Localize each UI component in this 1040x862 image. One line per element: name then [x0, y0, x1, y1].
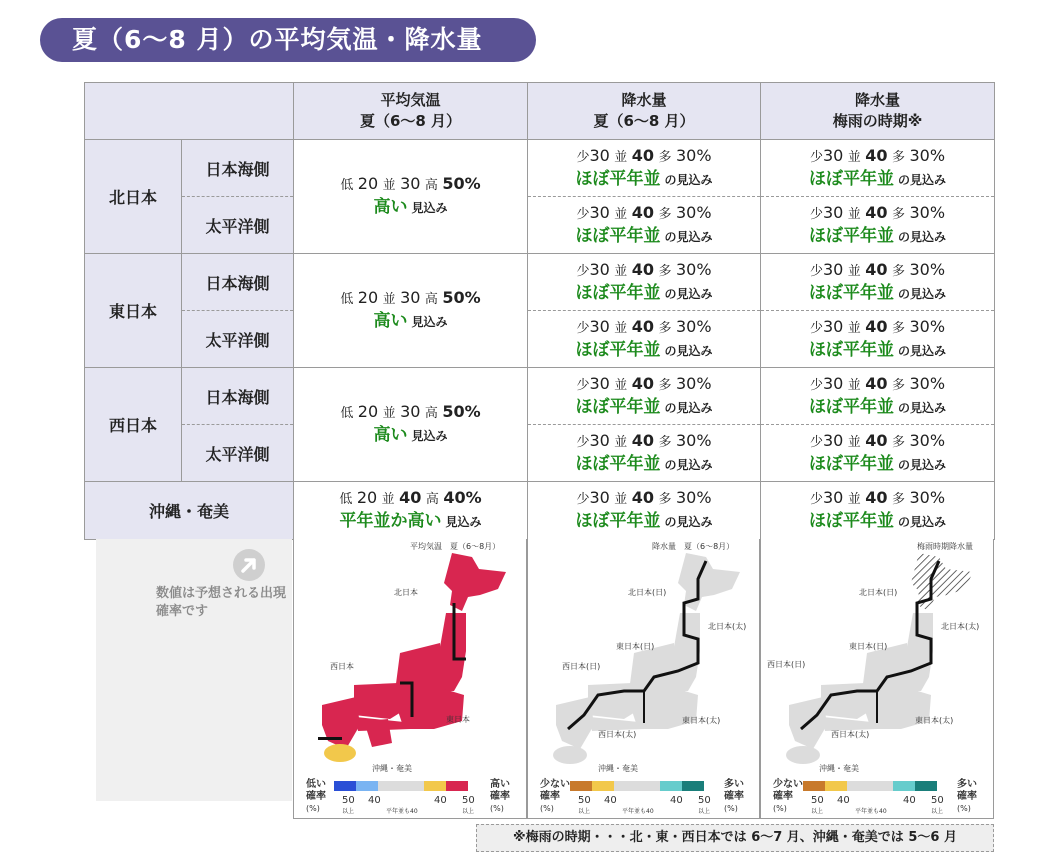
- svg-text:西日本(日): 西日本(日): [767, 660, 806, 669]
- rain-cell-east-japan-sea: 少30 並 40 多 30% ほぼ平年並 の見込み: [528, 254, 761, 311]
- rain-map-title: 降水量 夏（6〜8月）: [652, 542, 735, 551]
- svg-text:40: 40: [434, 795, 447, 806]
- subregion-pacific: 太平洋側: [182, 425, 294, 482]
- rainy-cell-west-pacific: 少30 並 40 多 30% ほぼ平年並 の見込み: [761, 425, 995, 482]
- rain-cell-north-pacific: 少30 並 40 多 30% ほぼ平年並 の見込み: [528, 197, 761, 254]
- rainy-cell-north-japan-sea: 少30 並 40 多 30% ほぼ平年並 の見込み: [761, 140, 995, 197]
- region-east: 東日本: [85, 254, 182, 368]
- svg-text:低い: 低い: [306, 779, 326, 790]
- svg-text:(%): (%): [490, 804, 504, 813]
- svg-text:確率: 確率: [540, 791, 560, 802]
- rainy-map-title: 梅雨時期降水量: [917, 542, 973, 551]
- probability-note: 数値は予想される出現確率です: [156, 586, 287, 619]
- region-north: 北日本: [85, 140, 182, 254]
- header-temp: 平均気温 夏（6〜8 月）: [294, 83, 528, 140]
- rainy-cell-east-pacific: 少30 並 40 多 30% ほぼ平年並 の見込み: [761, 311, 995, 368]
- svg-text:以上: 以上: [462, 808, 475, 815]
- svg-text:以上: 以上: [578, 808, 591, 815]
- rain-legend: [540, 777, 744, 815]
- svg-text:平年並も40: 平年並も40: [855, 808, 887, 815]
- map-label-east: 東日本: [446, 715, 470, 724]
- rain-cell-west-pacific: 少30 並 40 多 30% ほぼ平年並 の見込み: [528, 425, 761, 482]
- rain-cell-west-japan-sea: 少30 並 40 多 30% ほぼ平年並 の見込み: [528, 368, 761, 425]
- header-blank: [85, 83, 294, 140]
- temp-cell-east: 低 20 並 30 高 50% 高い 見込み: [294, 254, 528, 368]
- subregion-pacific: 太平洋側: [182, 197, 294, 254]
- map-label-north: 北日本: [394, 588, 418, 597]
- temp-cell-north: 低 20 並 30 高 50% 高い 見込み: [294, 140, 528, 254]
- rain-map-panel: [527, 539, 760, 819]
- svg-text:少ない: 少ない: [773, 779, 803, 790]
- svg-text:確率: 確率: [724, 791, 744, 802]
- svg-text:北日本(日): 北日本(日): [859, 588, 898, 597]
- arrow-up-right-icon: [233, 549, 265, 581]
- svg-text:40: 40: [604, 795, 617, 806]
- svg-text:以上: 以上: [931, 808, 944, 815]
- svg-text:(%): (%): [724, 804, 738, 813]
- map-label-okinawa: 沖縄・奄美: [372, 764, 412, 773]
- rainy-cell-okinawa: 少30 並 40 多 30% ほぼ平年並 の見込み: [761, 482, 995, 540]
- svg-text:40: 40: [368, 795, 381, 806]
- subregion-pacific: 太平洋側: [182, 311, 294, 368]
- svg-text:多い: 多い: [724, 779, 744, 790]
- svg-text:東日本(太): 東日本(太): [915, 716, 954, 725]
- japan-map-icon: [322, 553, 506, 749]
- svg-text:東日本(太): 東日本(太): [682, 716, 721, 725]
- rain-cell-east-pacific: 少30 並 40 多 30% ほぼ平年並 の見込み: [528, 311, 761, 368]
- svg-text:沖縄・奄美: 沖縄・奄美: [819, 764, 859, 773]
- subregion-japan-sea: 日本海側: [182, 140, 294, 197]
- header-rainy-season: 降水量 梅雨の時期※: [761, 83, 995, 140]
- svg-text:平年並も40: 平年並も40: [622, 808, 654, 815]
- svg-text:(%): (%): [773, 804, 787, 813]
- svg-text:(%): (%): [957, 804, 971, 813]
- svg-text:北日本(太): 北日本(太): [708, 622, 747, 631]
- rainy-legend: [773, 777, 977, 815]
- svg-text:確率: 確率: [306, 791, 326, 802]
- svg-text:高い: 高い: [490, 779, 510, 790]
- svg-text:以上: 以上: [811, 808, 824, 815]
- forecast-table: [84, 82, 995, 540]
- svg-text:50: 50: [811, 795, 824, 806]
- svg-text:少ない: 少ない: [540, 779, 570, 790]
- page-title: 夏（6〜8 月）の平均気温・降水量: [40, 18, 536, 62]
- rainy-cell-east-japan-sea: 少30 並 40 多 30% ほぼ平年並 の見込み: [761, 254, 995, 311]
- svg-text:確率: 確率: [490, 791, 510, 802]
- svg-text:50: 50: [698, 795, 711, 806]
- svg-text:40: 40: [903, 795, 916, 806]
- svg-text:多い: 多い: [957, 779, 977, 790]
- rain-cell-north-japan-sea: 少30 並 40 多 30% ほぼ平年並 の見込み: [528, 140, 761, 197]
- svg-text:東日本(日): 東日本(日): [616, 642, 655, 651]
- svg-text:(%): (%): [540, 804, 554, 813]
- map-label-west: 西日本: [330, 662, 354, 671]
- svg-text:50: 50: [931, 795, 944, 806]
- temp-legend: [306, 777, 510, 815]
- svg-text:50: 50: [342, 795, 355, 806]
- note-panel: [96, 539, 292, 801]
- svg-text:以上: 以上: [698, 808, 711, 815]
- subregion-japan-sea: 日本海側: [182, 368, 294, 425]
- svg-text:40: 40: [837, 795, 850, 806]
- svg-text:西日本(日): 西日本(日): [562, 662, 601, 671]
- rain-cell-okinawa: 少30 並 40 多 30% ほぼ平年並 の見込み: [528, 482, 761, 540]
- svg-text:北日本(太): 北日本(太): [941, 622, 980, 631]
- svg-text:東日本(日): 東日本(日): [849, 642, 888, 651]
- header-rain: 降水量 夏（6〜8 月）: [528, 83, 761, 140]
- temp-cell-okinawa: 低 20 並 40 高 40% 平年並か高い 見込み: [294, 482, 528, 540]
- svg-text:北日本(日): 北日本(日): [628, 588, 667, 597]
- subregion-japan-sea: 日本海側: [182, 254, 294, 311]
- svg-text:50: 50: [462, 795, 475, 806]
- region-okinawa-amami: 沖縄・奄美: [85, 482, 294, 540]
- temp-cell-west: 低 20 並 30 高 50% 高い 見込み: [294, 368, 528, 482]
- svg-text:50: 50: [578, 795, 591, 806]
- region-west: 西日本: [85, 368, 182, 482]
- svg-text:(%): (%): [306, 804, 320, 813]
- svg-text:以上: 以上: [342, 808, 355, 815]
- rainy-cell-north-pacific: 少30 並 40 多 30% ほぼ平年並 の見込み: [761, 197, 995, 254]
- svg-text:西日本(太): 西日本(太): [598, 730, 637, 739]
- svg-text:40: 40: [670, 795, 683, 806]
- svg-text:確率: 確率: [957, 791, 977, 802]
- rainy-season-map-panel: [760, 539, 994, 819]
- svg-text:確率: 確率: [773, 791, 793, 802]
- svg-text:西日本(太): 西日本(太): [831, 730, 870, 739]
- svg-text:平年並も40: 平年並も40: [386, 808, 418, 815]
- temp-map-panel: [293, 539, 527, 819]
- rainy-season-footnote: ※梅雨の時期・・・北・東・西日本では 6〜7 月、沖縄・奄美では 5〜6 月: [476, 824, 994, 852]
- rainy-cell-west-japan-sea: 少30 並 40 多 30% ほぼ平年並 の見込み: [761, 368, 995, 425]
- temp-map-title: 平均気温 夏（6〜8月）: [410, 542, 501, 551]
- svg-text:沖縄・奄美: 沖縄・奄美: [598, 764, 638, 773]
